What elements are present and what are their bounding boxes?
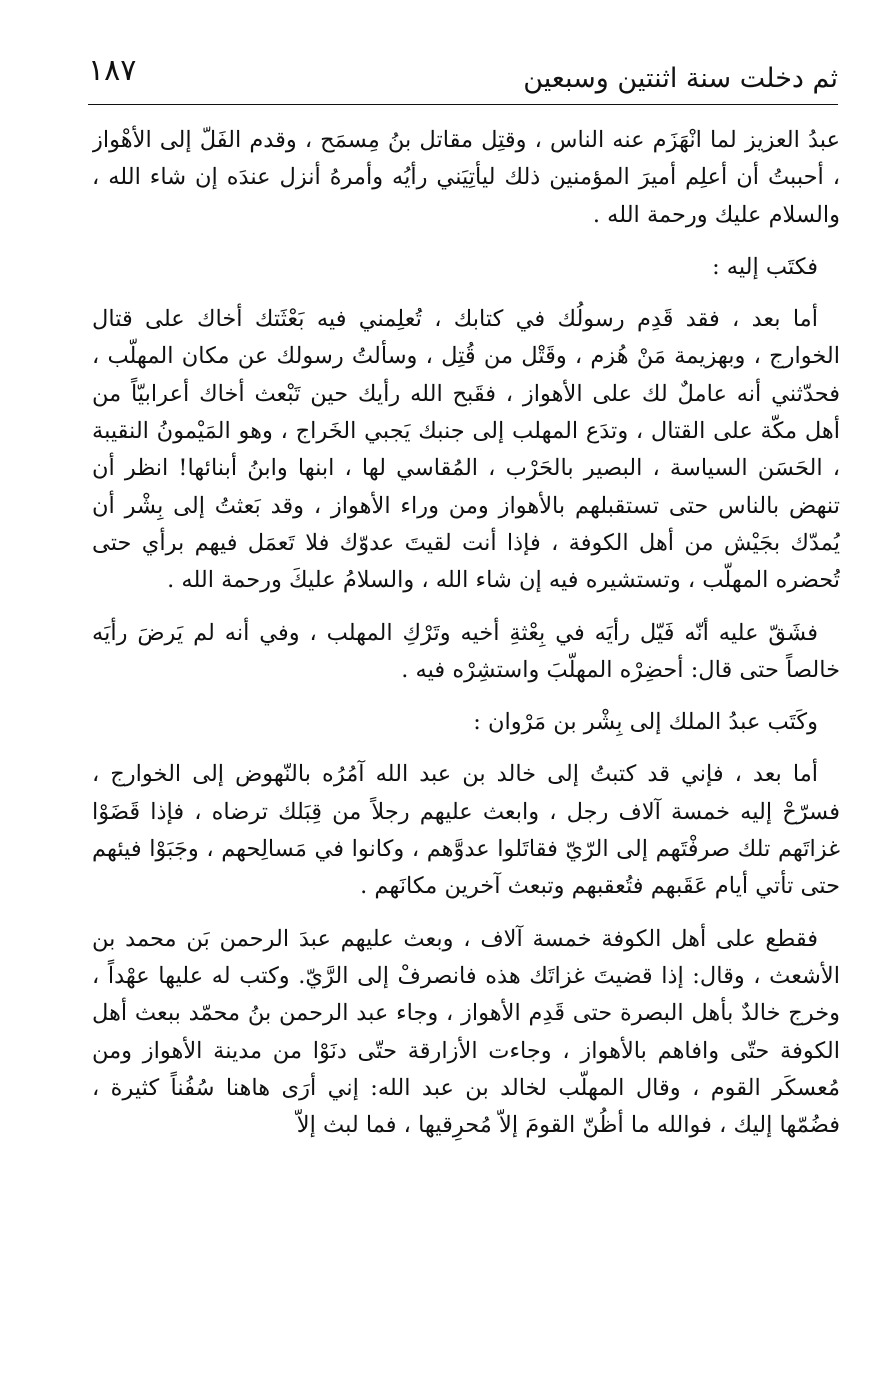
paragraph-final-narration: فقطع على أهل الكوفة خمسة آلاف ، وبعث عليهم عبدَ الرحمن بَن محمد بن الأشعث ، وقال: إذا قضيتَ غزاتَك هذه فانصرفْ إلى الرَّيّ. وكتب له عليها عهْداً ، وخرج خالدٌ بأهل البصرة حتى قَدِم الأهواز ، وجاء عبد الرحمن بنُ محمّد ببعث أهل الكوفة حتّى وافاهم بالأهواز ، وجاءت الأزارقة حتّى دنَوْا من مدينة الأهواز ومن مُعسكَر القوم ، وقال المهلّب لخالد بن عبد الله: إني أرَى هاهنا سُفُناً كثيرة ، فضُمّها إليك ، فوالله ما أظُنّ القومَ إلاّ مُحرِقيها ، فما لبث إلاّ	[92, 925, 840, 1139]
paragraph-continuation: عبدُ العزيز لما انْهَزَم عنه الناس ، وقتِل مقاتل بنُ مِسمَح ، وقدم الفَلّ إلى الأهْواز ، أحببتُ أن أعلِم أميرَ المؤمنين ذلك ليأتِيَني رأيُه وأمرهُ أنزل عندَه إن شاء الله ، والسلام عليك ورحمة الله .	[92, 127, 840, 228]
paragraph-second-letter-body: أما بعد ، فإني قد كتبتُ إلى خالد بن عبد الله آمُرُه بالنّهوض إلى الخوارج ، فسرّحْ إليه خمسة آلاف رجل ، وابعث عليهم رجلاً من قِبَلك ترضاه ، فإذا قَضَوْا غزاتَهم تلك صرفْتَهم إلى الرّيّ فقاتَلوا عدوَّهم ، وكانوا في مَسالِحهم ، وجَبَوْا فيئهم حتى تأتي أيام عَقَبهم فتُعقبهم وتبعث آخرين مكانَهم .	[92, 761, 840, 900]
paragraph-second-letter-intro: وكَتَب عبدُ الملك إلى بِشْر بن مَرْوان :	[473, 709, 818, 736]
header-divider	[88, 104, 838, 105]
page-body	[92, 122, 840, 1384]
paragraph-letter-intro: فكتَب إليه :	[712, 253, 818, 280]
running-head: ثم دخلت سنة اثنتين وسبعين	[523, 63, 838, 94]
page-number: ١٨٧	[88, 53, 137, 88]
paragraph-letter-body: أما بعد ، فقد قَدِم رسولُك في كتابك ، تُعلِمني فيه بَعْثَتك أخاك على قتال الخوارج ، وبهزيمة مَنْ هُزم ، وقَتْل من قُتِل ، وسألتُ رسولك عن مكان المهلّب ، فحدّثني أنه عاملٌ لك على الأهواز ، فقَبح الله رأيك حين تَبْعث أخاك أعرابيّاً من أهل مكّة على القتال ، وتدَع المهلب إلى جنبك يَجبي الخَراج ، وهو المَيْمونُ النقيبة ، الحَسَن السياسة ، البصير بالحَرْب ، المُقاسي لها ، ابنها وابنُ أبنائها! انظر أن تنهض بالناس حتى تستقبلهم بالأهواز ومن وراء الأهواز ، وقد بَعثتُ إلى بِشْر أن يُمدّك بجَيْش من أهل الكوفة ، فإذا أنت لقيتَ عدوّك فلا تَعمَل فيهم برأي حتى تُحضره المهلّب ، وتستشيره فيه إن شاء الله ، والسلامُ عليكَ ورحمة الله .	[92, 306, 840, 594]
page-header	[88, 52, 838, 104]
paragraph-narration: فشَقّ عليه أنّه فَيّل رأيَه في بِعْثةِ أخيه وتَرْكِ المهلب ، وفي أنه لم يَرضَ رأيَه خالصاً حتى قال: أحضِرْه المهلّبَ واستشِرْه فيه .	[92, 619, 840, 683]
